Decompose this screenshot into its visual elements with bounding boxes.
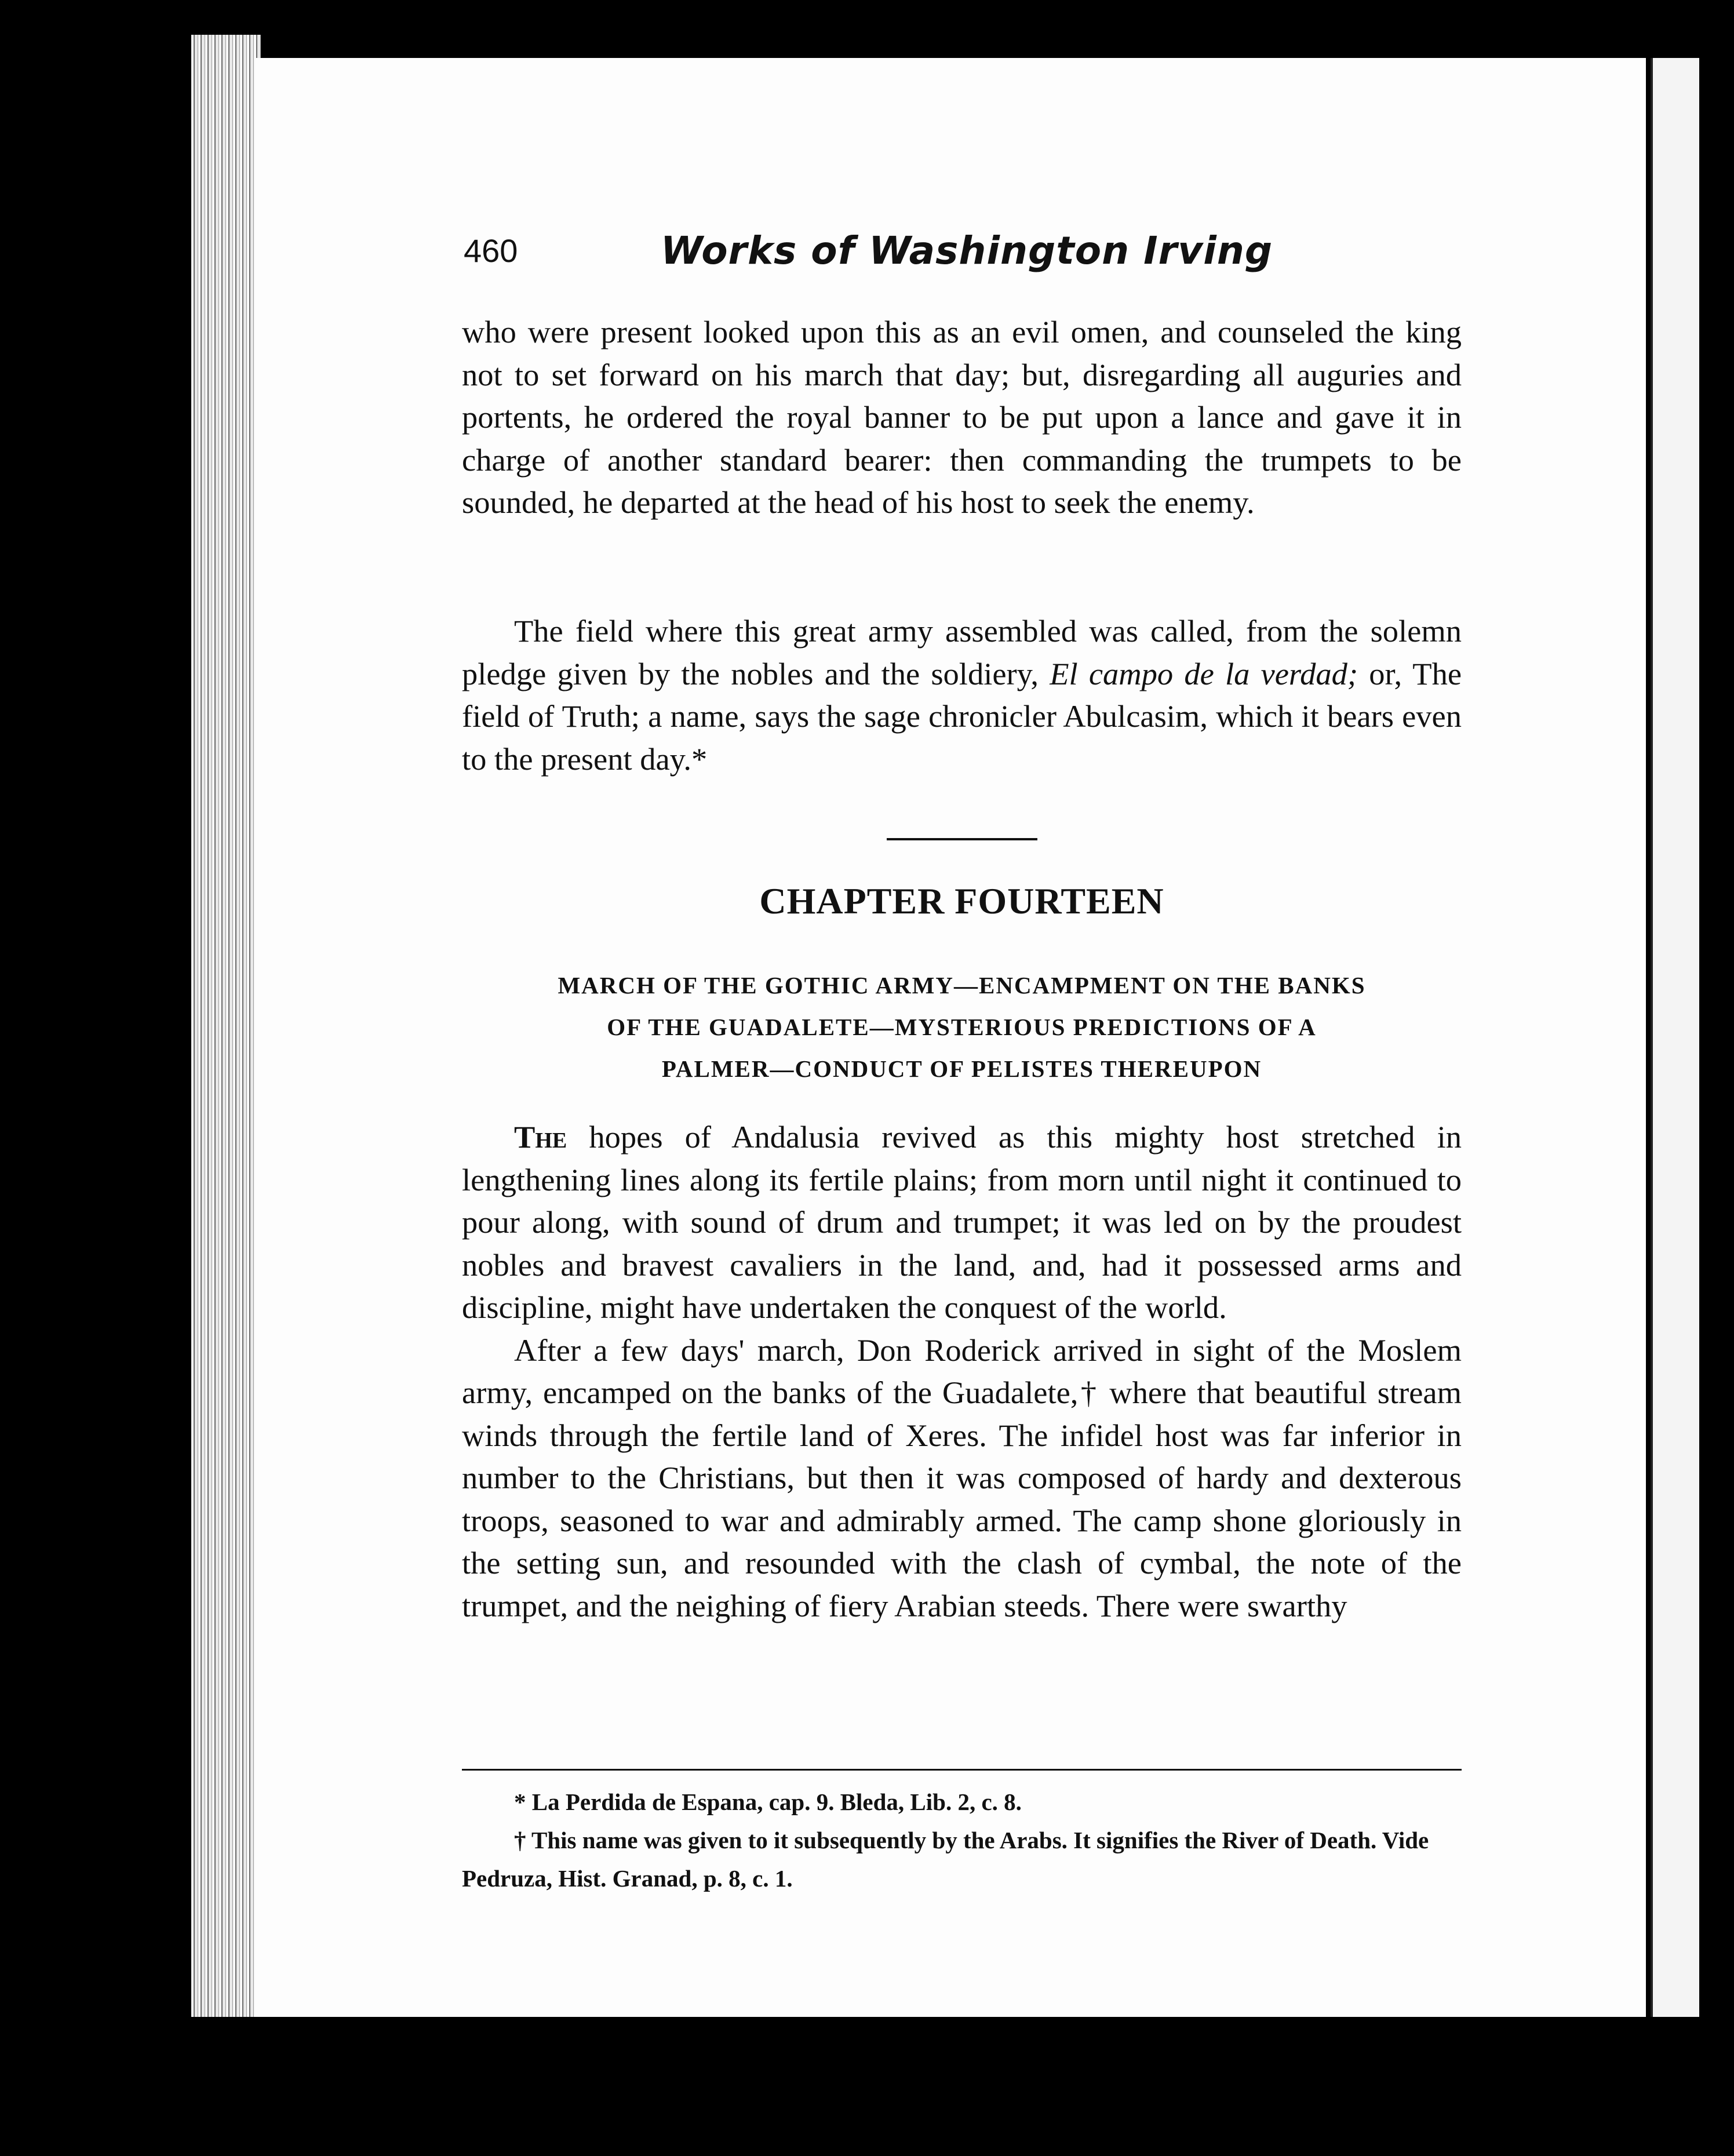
paragraph-tail: or, The field of Truth; a name, says the sage chronicler Abulcasim, which it bears even to the present day.*	[462, 655, 1462, 777]
paragraph-lead: The field where this great army assembled was called, from the solemn pledge given by the nobles and the soldiery,	[462, 613, 1462, 691]
chapter-summary	[462, 964, 1462, 1090]
summary-line: PALMER—CONDUCT OF PELISTES THEREUPON	[661, 1055, 1262, 1082]
opening-word: The	[514, 1119, 567, 1155]
paragraph-field-of-truth	[462, 610, 1462, 780]
paragraph-continued	[462, 311, 1462, 524]
paragraph-text: who were present looked upon this as an evil omen, and counseled the king not to set forward on his march that day; but, disregarding all auguries and portents, he ordered the royal banner to be put upon a lance and gave it in charge of another standard bearer: then commanding the trumpets to be sounded, he departed at the head of his host to seek the enemy.	[462, 314, 1462, 520]
chapter-body	[462, 1116, 1462, 1627]
page-number: 460	[464, 232, 518, 269]
chapter-paragraph: After a few days' march, Don Roderick arrived in sight of the Moslem army, encamped on the banks of the Guadalete,† where that beautiful stream winds through the fertile land of Xeres. The infidel host was far inferior in number to the Christians, but then it was composed of hardy and dexterous troops, seasoned to war and admirably armed. The camp shone gloriously in the setting sun, and resounded with the clash of cymbal, the note of the trumpet, and the neighing of fiery Arabian steeds. There were swarthy	[462, 1332, 1462, 1623]
section-divider	[887, 838, 1037, 840]
footnotes	[462, 1783, 1462, 1898]
page-edges	[191, 35, 261, 2017]
paragraph-text	[462, 610, 1462, 780]
summary-line: OF THE GUADALETE—MYSTERIOUS PREDICTIONS OF A	[607, 1014, 1317, 1040]
running-title: Works of Washington Irving	[661, 228, 1273, 273]
running-head	[464, 228, 1460, 284]
summary-line: MARCH OF THE GOTHIC ARMY—ENCAMPMENT ON THE BANKS	[558, 972, 1366, 999]
facing-page-edge	[1651, 58, 1699, 2017]
italic-phrase: El campo de la verdad;	[1050, 655, 1358, 691]
paragraph-text: hopes of Andalusia revived as this mighty host stretched in lengthening lines along its fertile plains; from morn until night it continued to pour along, with sound of drum and trumpet; it was led on by the proudest nobles and bravest cavaliers in the land, and, had it possessed arms and discipline, might have undertaken the conquest of the world.	[462, 1119, 1462, 1325]
footnote: * La Perdida de Espana, cap. 9. Bleda, Lib. 2, c. 8.	[514, 1789, 1022, 1815]
footnote-rule	[462, 1769, 1462, 1771]
chapter-paragraph	[462, 1116, 1462, 1329]
footnote: † This name was given to it subsequently by the Arabs. It signifies the River of Death. Vide Pedruza, Hist. Granad, p. 8, c. 1.	[462, 1827, 1429, 1892]
chapter-title: CHAPTER FOURTEEN	[759, 880, 1164, 922]
